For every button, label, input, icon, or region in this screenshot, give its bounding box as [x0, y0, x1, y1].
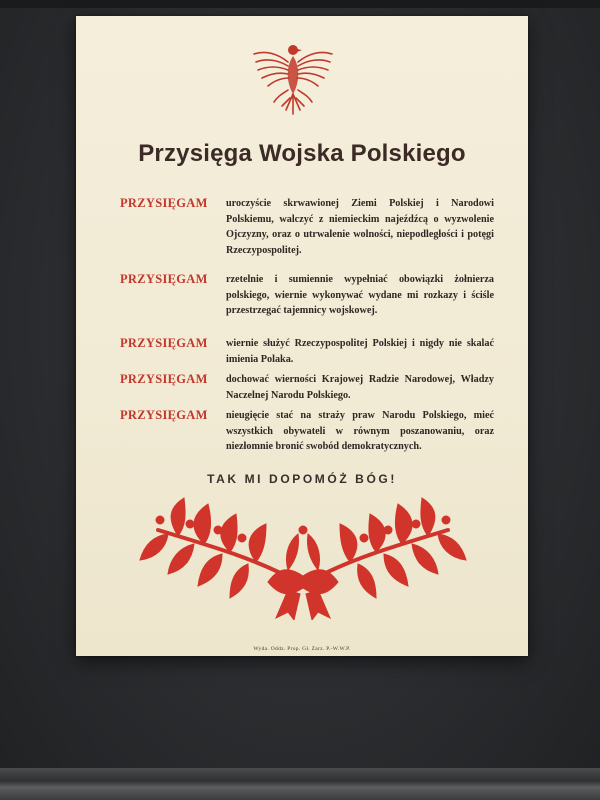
oath-item [120, 196, 494, 260]
oath-text: uroczyście skrwawionej Ziemi Polskiej i Narodowi Polskiemu, walczyć z niemieckim najeźdźcą o wyzwolenie Ojczyzny, oraz o utrwalenie wolności, niepodległości i potęgi Rzeczypospolitej. [226, 198, 494, 256]
oath-item [120, 336, 494, 368]
oath-text: wiernie służyć Rzeczypospolitej Polskiej i nigdy nie skalać imienia Polaka. [226, 338, 494, 365]
oath-label: PRZYSIĘGAM [120, 196, 208, 210]
oath-item [120, 408, 494, 472]
poster-title: Przysięga Wojska Polskiego [138, 140, 466, 167]
oath-label: PRZYSIĘGAM [120, 336, 208, 350]
oath-poster [76, 16, 528, 656]
oath-text: dochować wierności Krajowej Radzie Narodowej, Władzy Naczelnej Narodu Polskiego. [226, 374, 494, 401]
oath-label: PRZYSIĘGAM [120, 372, 208, 386]
display-frame-bottom [0, 768, 600, 800]
oath-item [120, 272, 494, 322]
oath-label: PRZYSIĘGAM [120, 408, 208, 422]
display-frame-top [0, 0, 600, 8]
eagle-emblem-icon [248, 32, 338, 124]
oath-text: nieugięcie stać na straży praw Narodu Polskiego, mieć wszystkich obywateli w równym poszanowaniu, oraz niezłomnie bronić swobód demokratycznych. [226, 410, 494, 452]
laurel-wreath-icon [138, 490, 468, 620]
oath-text: rzetelnie i sumiennie wypełniać obowiązki żołnierza polskiego, wiernie wykonywać wydane mi rozkazy i ściśle przestrzegać tajemnicy wojskowej. [226, 274, 494, 316]
oath-item [120, 372, 494, 404]
oath-label: PRZYSIĘGAM [120, 272, 208, 286]
printer-imprint: Wyda. Oddz. Prop. Gł. Zarz. P.-W.W.P. [253, 646, 351, 652]
closing-phrase: TAK MI DOPOMÓŻ BÓG! [207, 472, 397, 486]
